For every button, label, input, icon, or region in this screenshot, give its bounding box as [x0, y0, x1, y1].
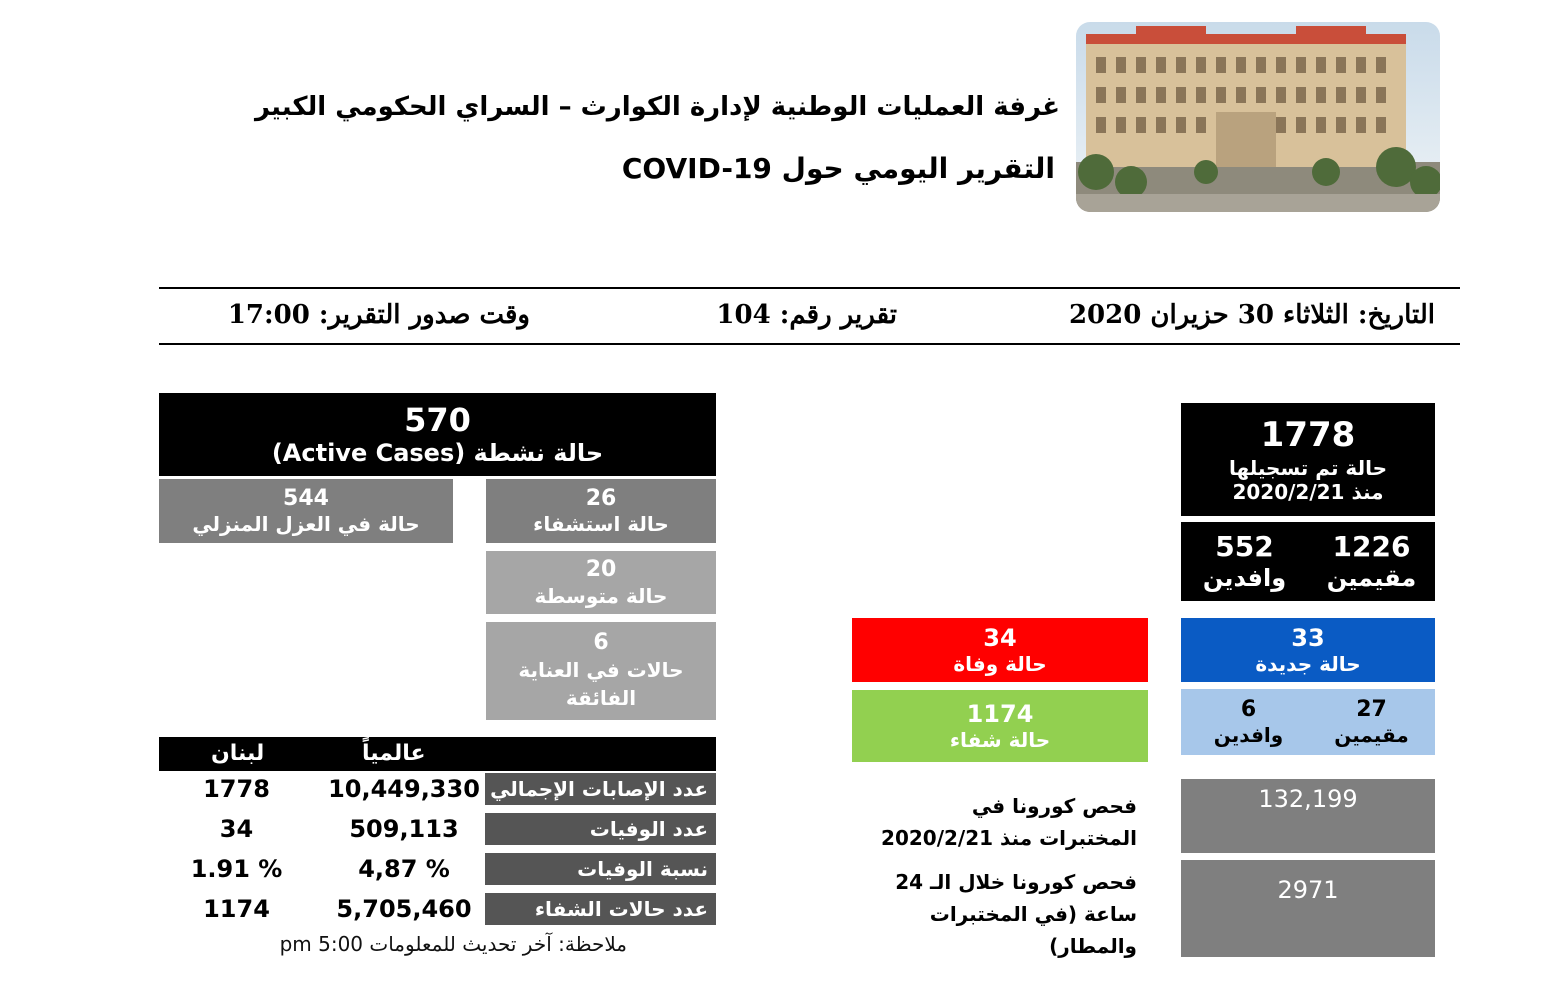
- icu-box: [486, 622, 716, 720]
- col-lebanon-header: لبنان: [211, 741, 265, 766]
- recovered-label: حالة شفاء: [949, 728, 1051, 753]
- new-cases-box: [1181, 618, 1435, 682]
- total-tests-value: 132,199: [1258, 785, 1358, 813]
- home-isolation-box: [159, 479, 453, 543]
- arrivals-value: 552: [1215, 530, 1274, 564]
- new-cases-value: 33: [1291, 623, 1325, 652]
- total-cases-label: حالة تم تسجيلها: [1229, 455, 1387, 480]
- new-residents-label: مقيمين: [1334, 723, 1409, 748]
- total-breakdown-box: [1181, 522, 1435, 601]
- active-cases-value: 570: [404, 400, 471, 439]
- table-row: [159, 852, 716, 886]
- total-tests-box: [1181, 779, 1435, 853]
- new-cases-breakdown-box: [1181, 689, 1435, 755]
- icu-value: 6: [593, 629, 609, 655]
- hospitalized-value: 26: [585, 485, 617, 511]
- row-global: 4,87 %: [358, 855, 450, 883]
- total-tests-label: فحص كورونا في المختبرات منذ 2020/2/21: [881, 794, 1137, 850]
- daily-tests-value: 2971: [1277, 876, 1339, 904]
- col-global-header: عالمياً: [362, 741, 426, 766]
- table-row: [159, 772, 716, 806]
- hospitalized-label: حالة استشفاء: [533, 512, 669, 537]
- deaths-box: [852, 618, 1148, 682]
- table-row: [159, 892, 716, 926]
- new-arrivals-value: 6: [1240, 696, 1257, 722]
- new-cases-label: حالة جديدة: [1255, 652, 1361, 677]
- government-palace-photo: [1076, 22, 1440, 212]
- residents-value: 1226: [1332, 530, 1411, 564]
- moderate-value: 20: [585, 557, 617, 583]
- page-title: غرفة العمليات الوطنية لإدارة الكوارث – السراي الحكومي الكبير: [254, 92, 1060, 122]
- top-divider: [159, 287, 1460, 289]
- total-cases-box: [1181, 403, 1435, 516]
- recovered-value: 1174: [966, 699, 1034, 728]
- new-arrivals-cell: [1181, 689, 1316, 755]
- row-global: 509,113: [349, 815, 459, 843]
- arrivals-label: وافدين: [1202, 563, 1287, 592]
- home-isolation-value: 544: [283, 485, 329, 511]
- row-label: عدد حالات الشفاء: [485, 893, 716, 925]
- new-arrivals-label: وافدين: [1213, 723, 1284, 748]
- active-cases-box: [159, 393, 716, 476]
- row-label: نسبة الوفيات: [485, 853, 716, 885]
- row-lebanon: 1174: [203, 895, 270, 923]
- new-residents-cell: [1308, 689, 1435, 755]
- row-label: عدد الإصابات الإجمالي: [485, 773, 716, 805]
- active-cases-label: حالة نشطة (Active Cases): [271, 439, 604, 468]
- total-cases-since: منذ 2020/2/21: [1232, 479, 1384, 504]
- report-issue-time: وقت صدور التقرير: 17:00: [227, 300, 530, 330]
- row-lebanon: 1.91 %: [190, 855, 283, 883]
- table-row: [159, 812, 716, 846]
- row-lebanon: 34: [219, 815, 254, 843]
- row-global: 5,705,460: [336, 895, 472, 923]
- report-date: التاريخ: الثلاثاء 30 حزيران 2020: [1068, 300, 1435, 330]
- bottom-divider: [159, 343, 1460, 345]
- daily-tests-box: [1181, 860, 1435, 957]
- total-cases-value: 1778: [1260, 415, 1356, 456]
- new-residents-value: 27: [1356, 696, 1387, 722]
- update-note: ملاحظة: آخر تحديث للمعلومات 5:00 pm: [279, 932, 627, 956]
- icu-label: حالات في العناية الفائقة: [518, 658, 684, 711]
- page-subtitle: التقرير اليومي حول COVID-19: [621, 152, 1055, 185]
- recovered-box: [852, 690, 1148, 762]
- row-lebanon: 1778: [203, 775, 270, 803]
- moderate-box: [486, 551, 716, 614]
- report-number: تقرير رقم: 104: [716, 300, 897, 330]
- moderate-label: حالة متوسطة: [534, 583, 668, 608]
- deaths-value: 34: [983, 623, 1017, 652]
- daily-tests-label: فحص كورونا خلال الـ 24 ساعة (في المختبرات والمطار): [895, 870, 1137, 958]
- residents-label: مقيمين: [1326, 563, 1417, 592]
- deaths-label: حالة وفاة: [953, 652, 1047, 677]
- row-label: عدد الوفيات: [485, 813, 716, 845]
- residents-cell: [1308, 522, 1435, 601]
- arrivals-cell: [1181, 522, 1308, 601]
- comparison-header-row: [159, 737, 716, 771]
- row-global: 10,449,330: [328, 775, 480, 803]
- home-isolation-label: حالة في العزل المنزلي: [192, 512, 420, 537]
- hospitalized-box: [486, 479, 716, 543]
